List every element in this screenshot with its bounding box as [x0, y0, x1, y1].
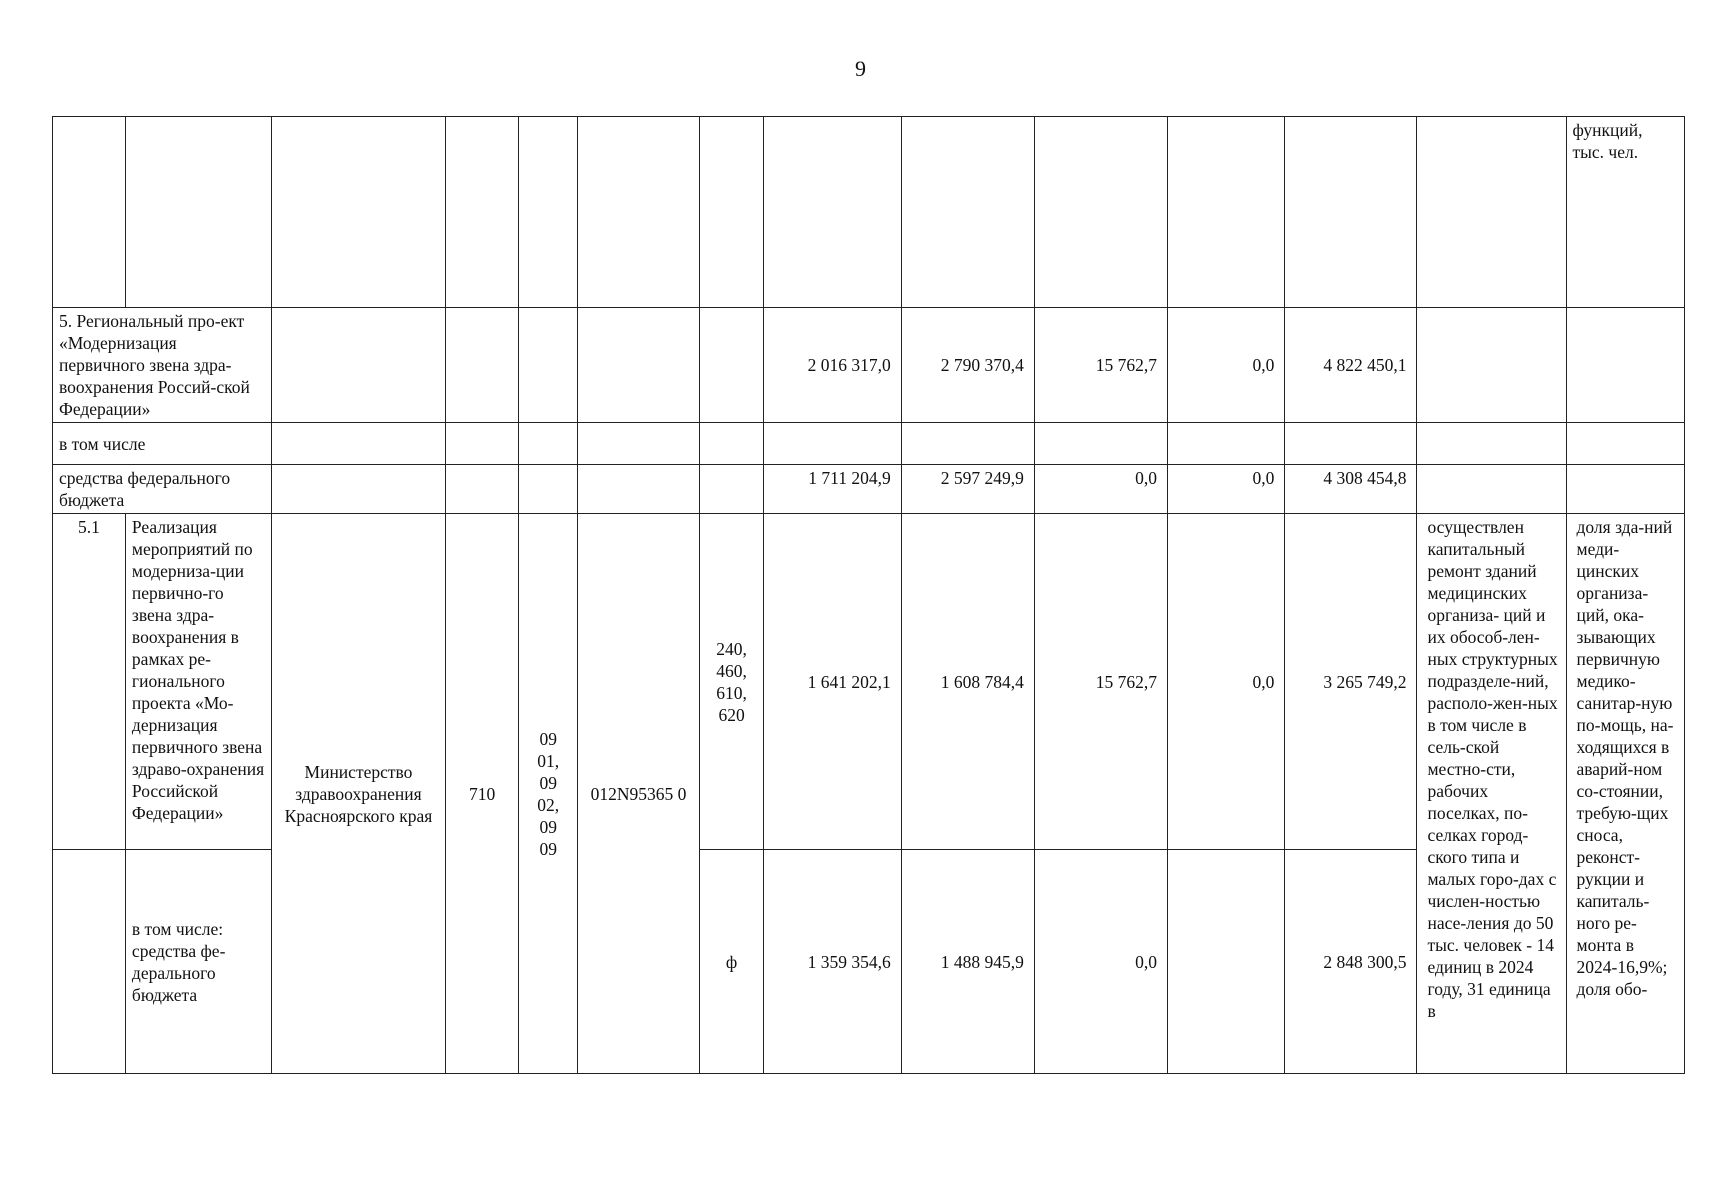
- cell: [764, 117, 901, 308]
- federal-2023: 1 711 204,9: [764, 465, 901, 514]
- item51-2023: 1 641 202,1: [764, 514, 901, 850]
- project5-name: 5. Региональный про-ект «Модернизация первичного звена здра-воохранения Россий-ской Федерации»: [53, 308, 272, 423]
- budget-table: [52, 116, 1685, 1074]
- cell: [578, 117, 700, 308]
- cell: [1285, 117, 1417, 308]
- item51-federal-2023: 1 359 354,6: [764, 850, 901, 1074]
- item51-federal-label: в том числе: средства фе-дерального бюджета: [125, 850, 271, 1074]
- cell: [125, 117, 271, 308]
- cell: [1285, 423, 1417, 465]
- item51-federal-vr: ф: [699, 850, 763, 1074]
- project5-2023: 2 016 317,0: [764, 308, 901, 423]
- item51-federal-2024: 1 488 945,9: [901, 850, 1034, 1074]
- federal-2024: 2 597 249,9: [901, 465, 1034, 514]
- item51-vr: 240, 460, 610, 620: [699, 514, 763, 850]
- cell: [1034, 423, 1167, 465]
- cell: [446, 308, 519, 423]
- cell: [578, 465, 700, 514]
- cell: [1417, 423, 1566, 465]
- federal-2025: 0,0: [1034, 465, 1167, 514]
- item51-grbs: 710: [446, 514, 519, 1074]
- project5-2024: 2 790 370,4: [901, 308, 1034, 423]
- cell: [519, 465, 578, 514]
- table-row-item-5-1: [53, 514, 1685, 850]
- cell: [699, 117, 763, 308]
- item51-csr: 012N95365 0: [578, 514, 700, 1074]
- indicator-tail: функций, тыс. чел.: [1566, 117, 1685, 308]
- cell: [1417, 117, 1566, 308]
- table-row-federal: [53, 465, 1685, 514]
- item51-ministry: Министерство здравоохранения Красноярского края: [271, 514, 445, 1074]
- item51-indicator: доля зда-ний меди-цинских организа-ций, ока-зывающих первичную медико-санитар-ную по-мощь, на-ходящихся в аварий-ном со-стоянии, требую-щих сноса, реконст-рукции и капиталь-ного ре-монта в 2024-16,9%; доля обо-: [1566, 514, 1685, 1074]
- cell: [699, 465, 763, 514]
- cell: [578, 308, 700, 423]
- cell: [764, 423, 901, 465]
- federal-2026: 0,0: [1168, 465, 1285, 514]
- federal-label: средства федерального бюджета: [53, 465, 272, 514]
- cell: [1566, 423, 1685, 465]
- cell: [271, 465, 445, 514]
- cell: [446, 465, 519, 514]
- table-row: [53, 117, 1685, 308]
- table-row-including: [53, 423, 1685, 465]
- item51-total: 3 265 749,2: [1285, 514, 1417, 850]
- item51-number: 5.1: [53, 514, 126, 850]
- cell: [446, 423, 519, 465]
- project5-2025: 15 762,7: [1034, 308, 1167, 423]
- item51-result: осуществлен капитальный ремонт зданий медицинских организа- ций и их обособ-лен-ных структурных подразделе-ний, располо-жен-ных в том числе в сель-ской местно-сти, рабочих поселках, по-селках город-ского типа и малых горо-дах с числен-ностью насе-ления до 50 тыс. человек - 14 единиц в 2024 году, 31 единица в: [1417, 514, 1566, 1074]
- project5-2026: 0,0: [1168, 308, 1285, 423]
- cell: [519, 308, 578, 423]
- page-number: 9: [855, 56, 866, 81]
- cell: [901, 423, 1034, 465]
- cell: [699, 308, 763, 423]
- cell: [1566, 308, 1685, 423]
- project5-total: 4 822 450,1: [1285, 308, 1417, 423]
- cell: [1034, 117, 1167, 308]
- cell: [1417, 465, 1566, 514]
- cell: [271, 117, 445, 308]
- item51-name: Реализация мероприятий по модерниза-ции первично-го звена здра-воохранения в рамках ре-гионального проекта «Мо-дернизация первичного звена здраво-охранения Российской Федерации»: [125, 514, 271, 850]
- cell: [699, 423, 763, 465]
- cell: [271, 308, 445, 423]
- item51-federal-2025: 0,0: [1034, 850, 1167, 1074]
- cell: [1566, 465, 1685, 514]
- cell: [578, 423, 700, 465]
- cell: [519, 117, 578, 308]
- federal-total: 4 308 454,8: [1285, 465, 1417, 514]
- item51-2024: 1 608 784,4: [901, 514, 1034, 850]
- item51-federal-2026: [1168, 850, 1285, 1074]
- cell: [1168, 117, 1285, 308]
- item51-2025: 15 762,7: [1034, 514, 1167, 850]
- cell: [901, 117, 1034, 308]
- item51-2026: 0,0: [1168, 514, 1285, 850]
- cell: [53, 850, 126, 1074]
- cell: [446, 117, 519, 308]
- cell: [1417, 308, 1566, 423]
- item51-rzpr: 09 01, 09 02, 09 09: [519, 514, 578, 1074]
- cell: [1168, 423, 1285, 465]
- cell: [53, 117, 126, 308]
- cell: [271, 423, 445, 465]
- item51-federal-total: 2 848 300,5: [1285, 850, 1417, 1074]
- including-label: в том числе: [53, 423, 272, 465]
- cell: [519, 423, 578, 465]
- table-row-project5: [53, 308, 1685, 423]
